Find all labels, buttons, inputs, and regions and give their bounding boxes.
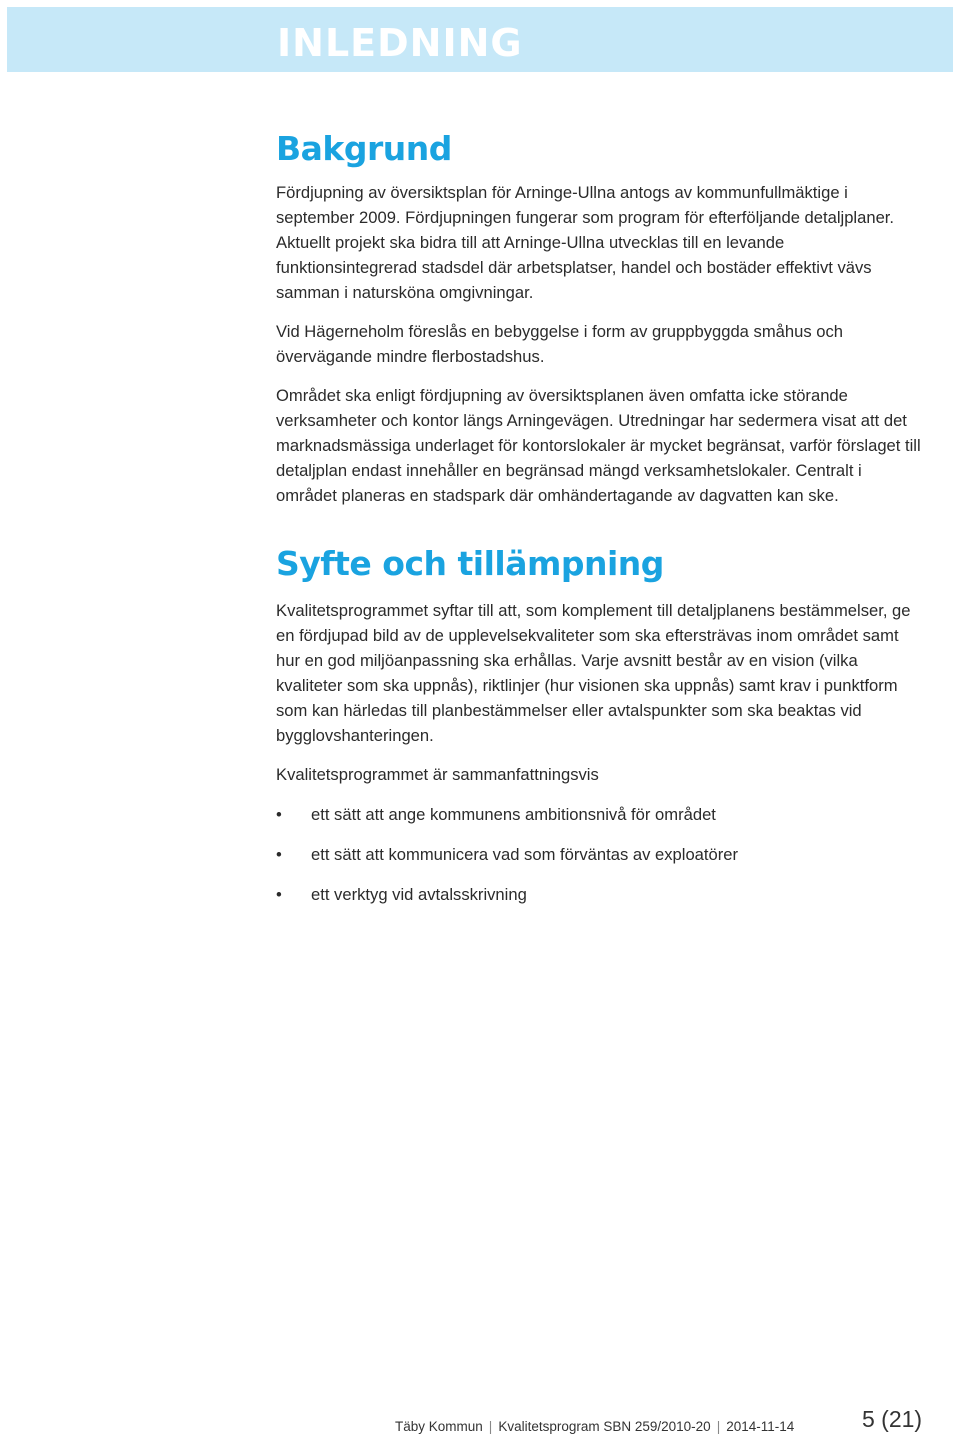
list-item-text: ett sätt att ange kommunens ambitionsnivå för området (311, 805, 716, 824)
section-heading-syfte: Syfte och tillämpning (276, 544, 664, 583)
paragraph: Fördjupning av översiktsplan för Arninge-Ullna antogs av kommunfullmäktige i september 2009. Fördjupningen fungerar som program för efterföljande detaljplaner. Aktuellt projekt ska bidra till att Arninge-Ullna utvecklas till en levande funktionsintegrerad stadsdel där arbetsplatser, handel och bostäder effektivt vävs samman i natursköna omgivningar. (276, 183, 895, 302)
list-item (276, 842, 926, 867)
footer-org: Täby Kommun (395, 1419, 483, 1434)
page-number: 5 (21) (862, 1406, 923, 1432)
bullet-list (276, 802, 926, 907)
footer-date: 2014-11-14 (726, 1419, 795, 1434)
footer-separator: | (716, 1419, 721, 1434)
list-item-text: ett sätt att kommunicera vad som förväntas av exploatörer (311, 845, 739, 864)
bullet-icon: • (276, 845, 282, 864)
bullet-icon: • (276, 805, 282, 824)
footer-separator: | (488, 1419, 493, 1434)
bullet-icon: • (276, 885, 282, 904)
list-item (276, 882, 926, 907)
paragraph: Vid Hägerneholm föreslås en bebyggelse i form av gruppbyggda småhus och övervägande mindre flerbostadshus. (276, 322, 843, 366)
footer-doc: Kvalitetsprogram SBN 259/2010-20 (498, 1419, 711, 1434)
main-content (276, 126, 926, 922)
paragraph: Kvalitetsprogrammet syftar till att, som komplement till detaljplanens bestämmelser, ge en fördjupad bild av de upplevelsekvaliteter som ska eftersträvas inom området samt hur en god miljöanpassning ska erhållas. Varje avsnitt består av en vision (vilka kvaliteter som ska uppnås), riktlinjer (hur visionen ska uppnås) samt krav i punktform som kan härledas till planbestämmelser eller avtalspunkter som ska beaktas vid bygglovshanteringen. (276, 601, 911, 745)
section-heading-bakgrund: Bakgrund (276, 129, 452, 168)
list-item (276, 802, 926, 827)
page-footer (395, 1419, 794, 1434)
list-item-text: ett verktyg vid avtalsskrivning (311, 885, 527, 904)
chapter-title: INLEDNING (277, 21, 523, 65)
chapter-banner (7, 7, 953, 72)
paragraph: Området ska enligt fördjupning av översiktsplanen även omfatta icke störande verksamheter och kontor längs Arningevägen. Utredningar har sedermera visat att det marknadsmässiga underlaget för kontorslokaler är mycket begränsat, varför förslaget till detaljplan endast innehåller en begränsad mängd verksamhetslokaler. Centralt i området planeras en stadspark där omhändertagande av dagvatten kan ske. (276, 386, 921, 505)
paragraph: Kvalitetsprogrammet är sammanfattningsvis (276, 765, 599, 784)
